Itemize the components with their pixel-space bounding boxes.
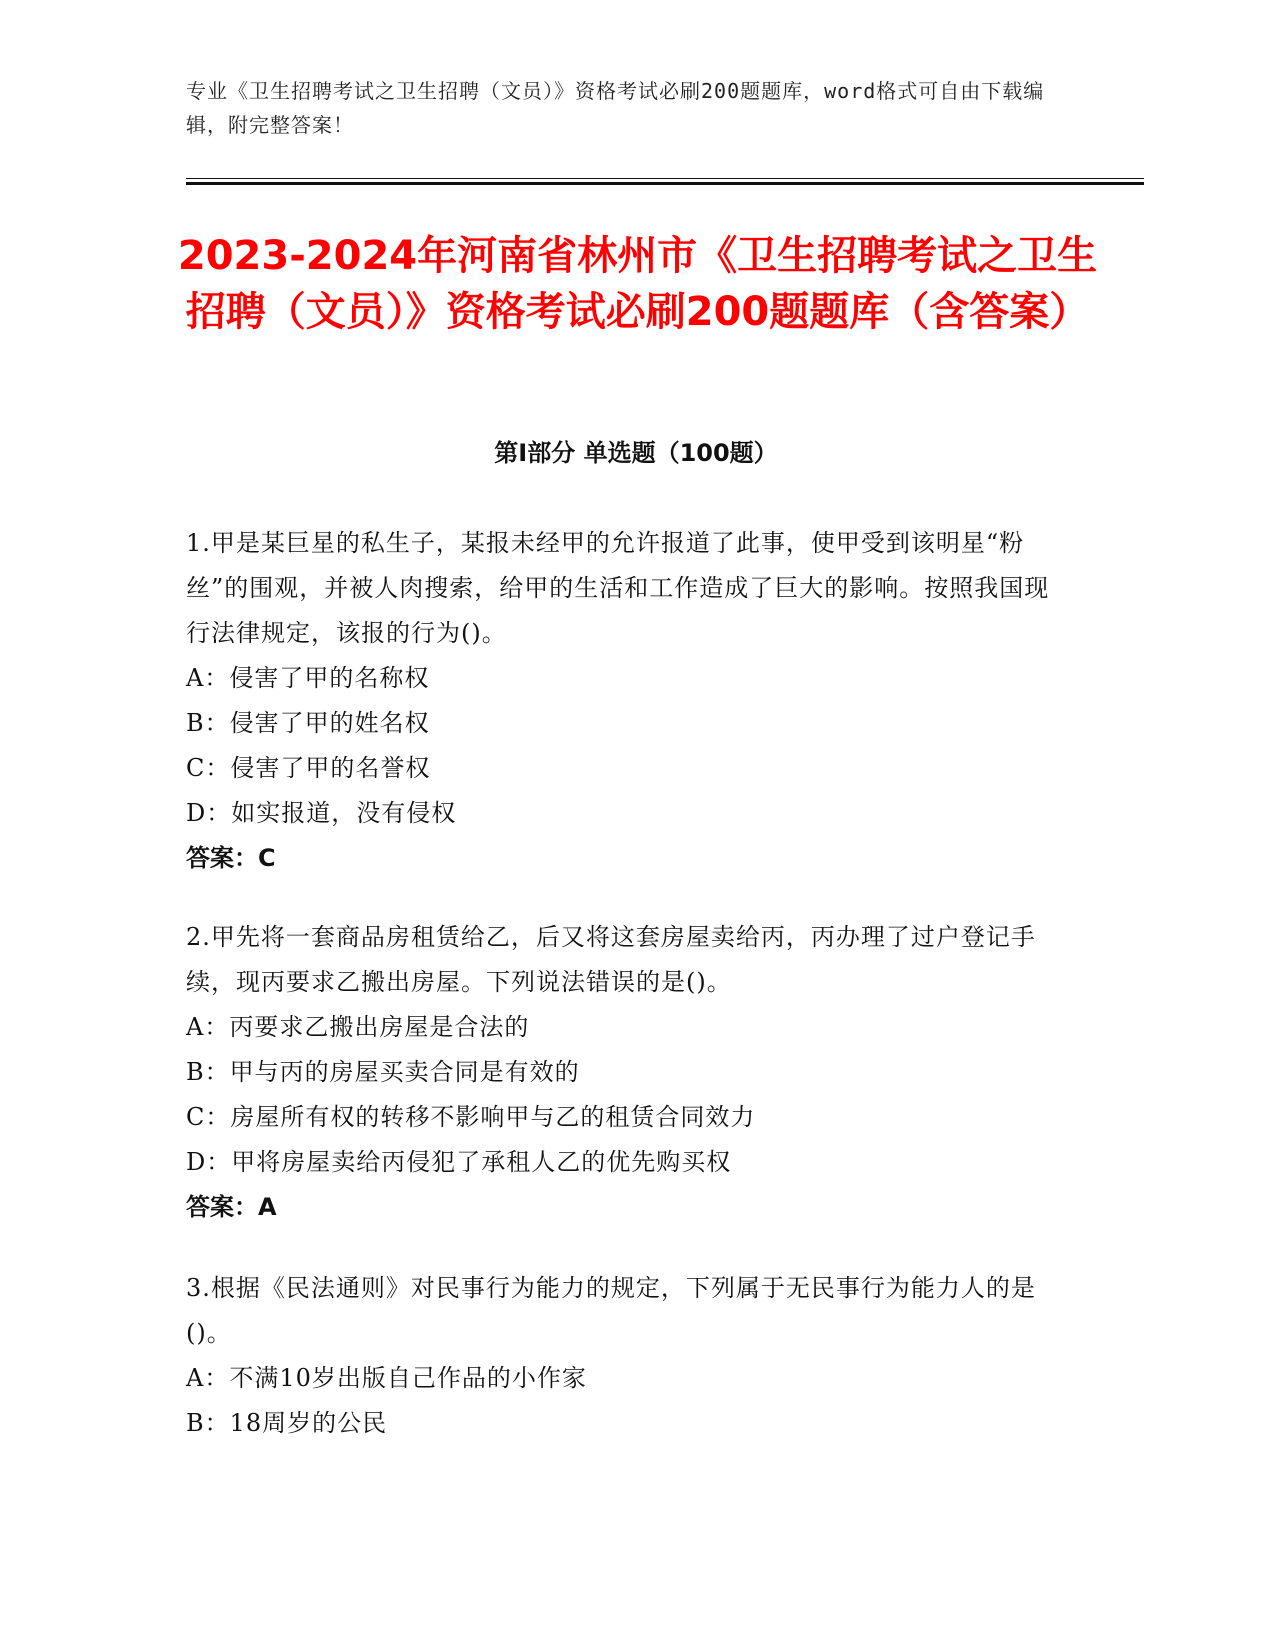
option-d: D：如实报道，没有侵权	[186, 799, 457, 827]
document-title: 2023-2024年河南省林州市《卫生招聘考试之卫生招聘（文员）》资格考试必刷200题题库（含答案）	[177, 233, 1098, 335]
question-stem: 2.甲先将一套商品房租赁给乙，后又将这套房屋卖给丙，丙办理了过户登记手续，现丙要求乙搬出房屋。下列说法错误的是()。	[186, 923, 1036, 996]
option-a: A：侵害了甲的名称权	[186, 664, 430, 692]
option-b: B：18周岁的公民	[186, 1409, 388, 1437]
section-title: 第Ⅰ部分 单选题（100题）	[494, 439, 778, 467]
option-a: A：丙要求乙搬出房屋是合法的	[186, 1013, 530, 1041]
answer-label: 答案：A	[186, 1193, 277, 1221]
option-c: C：房屋所有权的转移不影响甲与乙的租赁合同效力	[186, 1103, 756, 1131]
option-a: A：不满10岁出版自己作品的小作家	[186, 1364, 587, 1392]
option-b: B：甲与丙的房屋买卖合同是有效的	[186, 1058, 580, 1086]
question-1	[186, 521, 1066, 881]
question-3	[186, 1266, 1066, 1446]
option-d: D：甲将房屋卖给丙侵犯了承租人乙的优先购买权	[186, 1148, 732, 1176]
intro-text: 专业《卫生招聘考试之卫生招聘（文员）》资格考试必刷200题题库，word格式可自由下载编辑，附完整答案！	[186, 79, 1045, 137]
header-divider-thin	[186, 178, 1144, 179]
header-divider-thick	[186, 182, 1144, 185]
answer-label: 答案：C	[186, 844, 276, 872]
option-c: C：侵害了甲的名誉权	[186, 754, 431, 782]
question-stem: 3.根据《民法通则》对民事行为能力的规定，下列属于无民事行为能力人的是()。	[186, 1274, 1036, 1347]
question-2	[186, 915, 1066, 1230]
question-stem: 1.甲是某巨星的私生子，某报未经甲的允许报道了此事，使甲受到该明星“粉丝”的围观，并被人肉搜索，给甲的生活和工作造成了巨大的影响。按照我国现行法律规定，该报的行为()。	[186, 529, 1050, 647]
option-b: B：侵害了甲的姓名权	[186, 709, 430, 737]
